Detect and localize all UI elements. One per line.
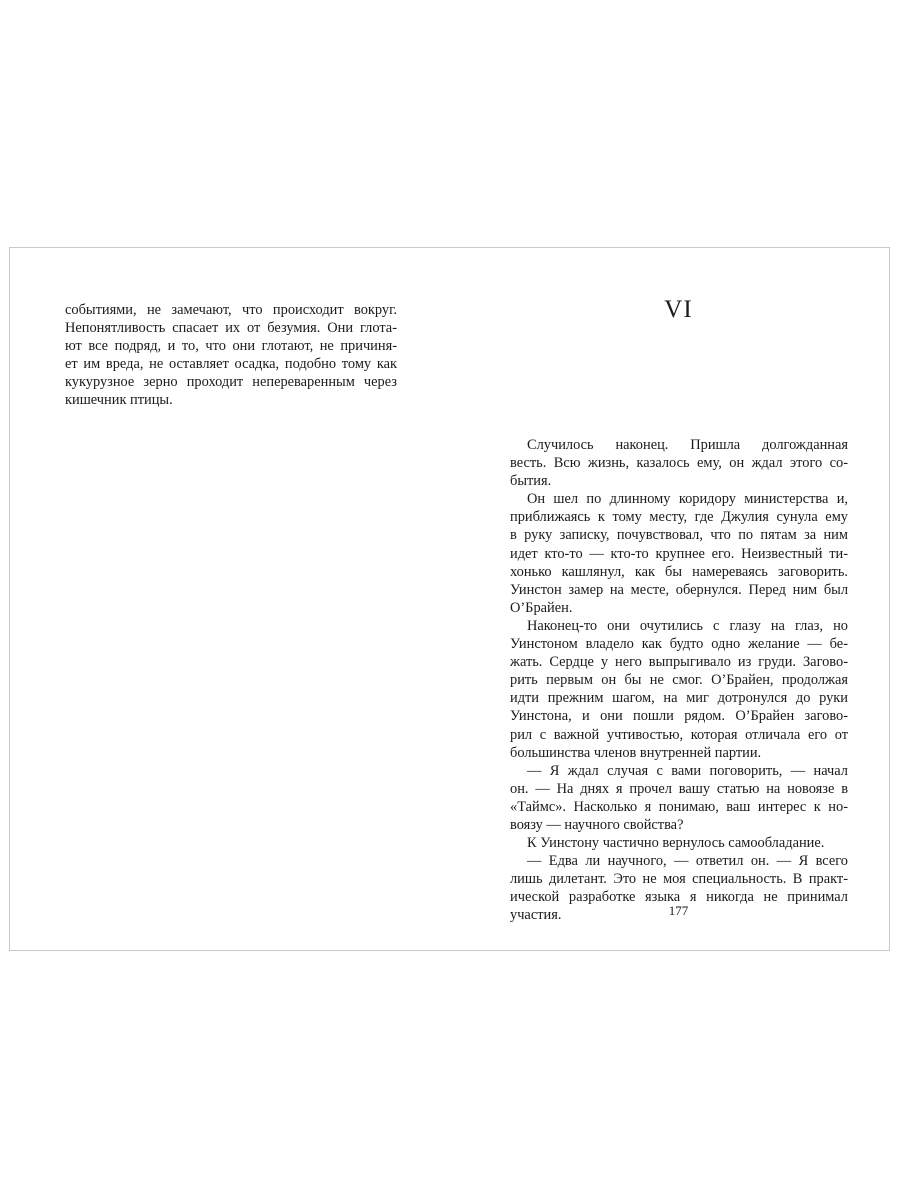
text-line: ической разработке языка я никогда не принимал	[510, 889, 848, 906]
text-line: Уинстоном владело как будто одно желание — бе-	[510, 636, 848, 653]
text-line: весть. Всю жизнь, казалось ему, он ждал этого со-	[510, 455, 848, 472]
text-line: идет кто-то — кто-то крупнее его. Неизвестный ти-	[510, 545, 848, 562]
right-page-text	[510, 436, 848, 925]
text-line: большинства членов внутренней партии.	[510, 744, 762, 761]
text-line: ет им вреда, не оставляет осадка, подобно тому как	[65, 356, 397, 373]
page-number: 177	[668, 903, 689, 918]
text-line: он. — На днях я прочел вашу статью на новоязе в	[510, 780, 848, 797]
text-line: Непонятливость спасает их от безумия. Они глота-	[65, 320, 397, 337]
text-line: О’Брайен.	[510, 599, 573, 616]
text-line: приближаясь к тому месту, где Джулия сунула ему	[510, 509, 848, 526]
text-line: — Едва ли научного, — ответил он. — Я всего	[527, 853, 848, 870]
text-line: ют все подряд, и то, что они глотают, не причиня-	[65, 338, 397, 355]
text-line: кишечник птицы.	[65, 392, 173, 409]
left-page-text	[65, 301, 397, 410]
text-line: Уинстон замер на месте, обернулся. Перед ним был	[510, 581, 848, 598]
text-line: Наконец-то они очутились с глазу на глаз, но	[527, 617, 848, 634]
text-line: Он шел по длинному коридору министерства и,	[527, 491, 848, 508]
text-line: рил с важной учтивостью, которая отличала его от	[510, 726, 848, 743]
text-line: событиями, не замечают, что происходит вокруг.	[65, 302, 397, 318]
text-line: жать. Сердце у него выпрыгивало из груди. Загово-	[510, 654, 848, 671]
text-line: Уинстона, и они пошли рядом. О’Брайен загово-	[510, 708, 848, 725]
text-line: идти прежним шагом, на миг дотронулся до руки	[510, 690, 848, 707]
right-page	[450, 248, 891, 950]
text-line: Случилось наконец. Пришла долгожданная	[527, 437, 848, 453]
text-line: воязу — научного свойства?	[510, 816, 684, 833]
text-line: кукурузное зерно проходит непереваренным через	[65, 374, 397, 391]
text-line: в руку записку, почувствовал, что по пятам за ним	[510, 527, 848, 544]
chapter-title: VI	[664, 296, 693, 323]
text-line: участия.	[510, 907, 562, 924]
left-page	[10, 248, 450, 950]
text-line: «Таймс». Насколько я понимаю, ваш интерес к но-	[510, 798, 848, 815]
text-line: лишь дилетант. Это не моя специальность. В практ-	[510, 871, 848, 888]
text-line: бытия.	[510, 473, 552, 490]
text-line: К Уинстону частично вернулось самообладание.	[527, 835, 825, 852]
text-line: хонько кашлянул, как бы намереваясь заговорить.	[510, 563, 848, 580]
book-spread	[9, 247, 890, 951]
text-line: рить первым он бы не смог. О’Брайен, продолжая	[510, 672, 848, 689]
text-line: — Я ждал случая с вами поговорить, — начал	[527, 762, 848, 779]
